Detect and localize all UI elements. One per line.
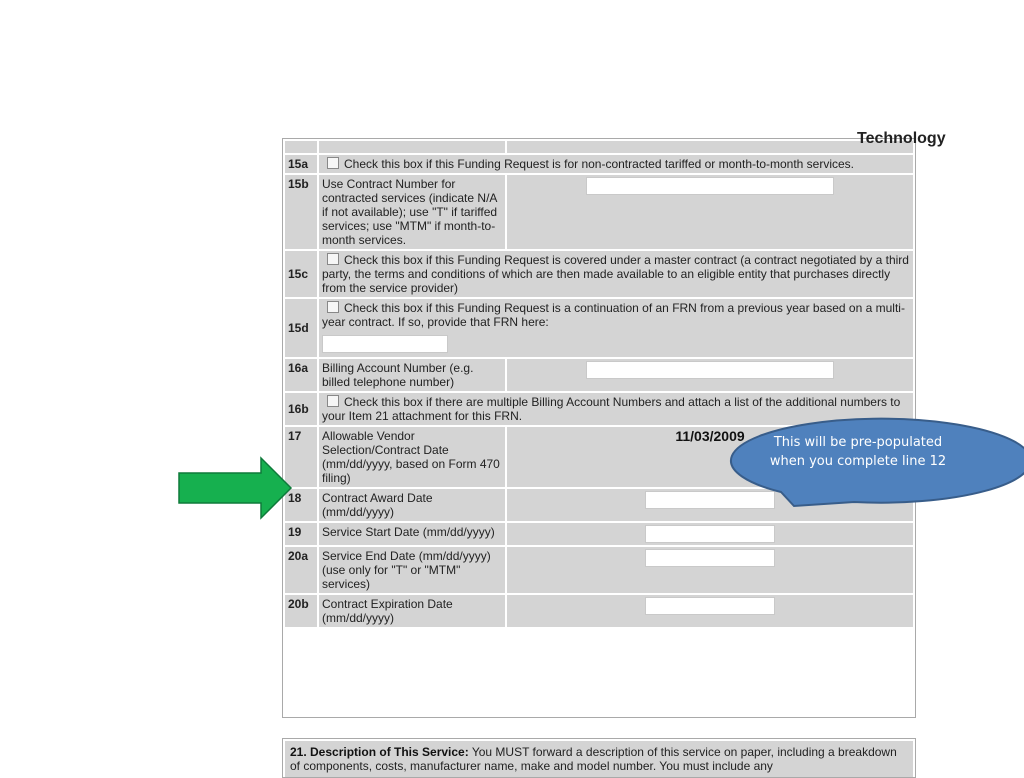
row-15c-number: 15c [285,251,317,297]
row-16b-number: 16b [285,393,317,425]
row-15c-content [319,251,913,297]
item-21-text: You MUST forward a description of this service on paper, including a breakdown of components, costs, manufacturer name, make and model number. You must include any [290,745,897,773]
item-21-description [285,741,913,777]
row-17-label: Allowable Vendor Selection/Contract Date (mm/dd/yyyy, based on Form 470 filing) [319,427,505,487]
row-15d-content [319,299,913,357]
row-17-number: 17 [285,427,317,487]
allowable-contract-date: 11/03/2009 [675,428,745,444]
row-20a-field-cell [507,547,913,593]
service-end-date-input[interactable] [645,549,775,567]
cutoff-row [285,141,913,153]
row-16a-number: 16a [285,359,317,391]
contract-number-input[interactable] [586,177,834,195]
row-20b-label: Contract Expiration Date (mm/dd/yyyy) [319,595,505,627]
service-start-date-input[interactable] [645,525,775,543]
checkbox-16b[interactable] [327,395,339,407]
cutoff-value-cell [507,130,946,153]
callout-text [738,433,978,471]
row-15a-content [319,155,913,173]
row-19-label: Service Start Date (mm/dd/yyyy) [319,523,505,545]
row-18-number: 18 [285,489,317,521]
cutoff-label-cell [319,141,505,153]
row-20a-number: 20a [285,547,317,593]
contract-expiration-date-input[interactable] [645,597,775,615]
row-16a-field-cell [507,359,913,391]
row-15c-text: Check this box if this Funding Request is covered under a master contract (a contract negotiated by a third party, the terms and conditions of which are then made available to an eligible entity that purchases directly from the service provider) [322,253,909,295]
row-15a-number: 15a [285,155,317,173]
row-15d-text: Check this box if this Funding Request is a continuation of an FRN from a previous year based on a multi-year contract. If so, provide that FRN here: [322,301,905,329]
row-16a [285,359,913,391]
row-15b-label: Use Contract Number for contracted services (indicate N/A if not available); use "T" if tariffed services; use "MTM" if month-to-month services. [319,175,505,249]
cutoff-text: Technology [857,130,946,147]
row-19 [285,523,913,545]
checkbox-15a[interactable] [327,157,339,169]
item-21-title: 21. Description of This Service: [290,745,469,759]
checkbox-15c[interactable] [327,253,339,265]
form-table [283,130,946,629]
green-arrow-icon [178,456,292,520]
row-20a [285,547,913,593]
row-19-field-cell [507,523,913,545]
row-18-label: Contract Award Date (mm/dd/yyyy) [319,489,505,521]
item-21-section [282,738,916,778]
row-20b-number: 20b [285,595,317,627]
previous-frn-input[interactable] [322,335,448,353]
row-15b [285,175,913,249]
row-20a-label: Service End Date (mm/dd/yyyy) (use only for "T" or "MTM" services) [319,547,505,593]
checkbox-15d[interactable] [327,301,339,313]
row-15a-text: Check this box if this Funding Request is for non-contracted tariffed or month-to-month services. [344,157,855,171]
billing-account-number-input[interactable] [586,361,834,379]
row-15a [285,155,913,173]
row-20b [285,595,913,627]
row-15d-number: 15d [285,299,317,357]
row-15b-field-cell [507,175,913,249]
row-15c [285,251,913,297]
row-15d [285,299,913,357]
green-arrow-shape [179,458,291,518]
callout-line-2: when you complete line 12 [769,454,947,469]
cutoff-num-cell [285,141,317,153]
callout-line-1: This will be pre-populated [773,435,943,450]
row-15b-number: 15b [285,175,317,249]
row-16a-label: Billing Account Number (e.g. billed telephone number) [319,359,505,391]
row-16b-text: Check this box if there are multiple Billing Account Numbers and attach a list of the additional numbers to your Item 21 attachment for this FRN. [322,395,901,423]
row-20b-field-cell [507,595,913,627]
row-19-number: 19 [285,523,317,545]
